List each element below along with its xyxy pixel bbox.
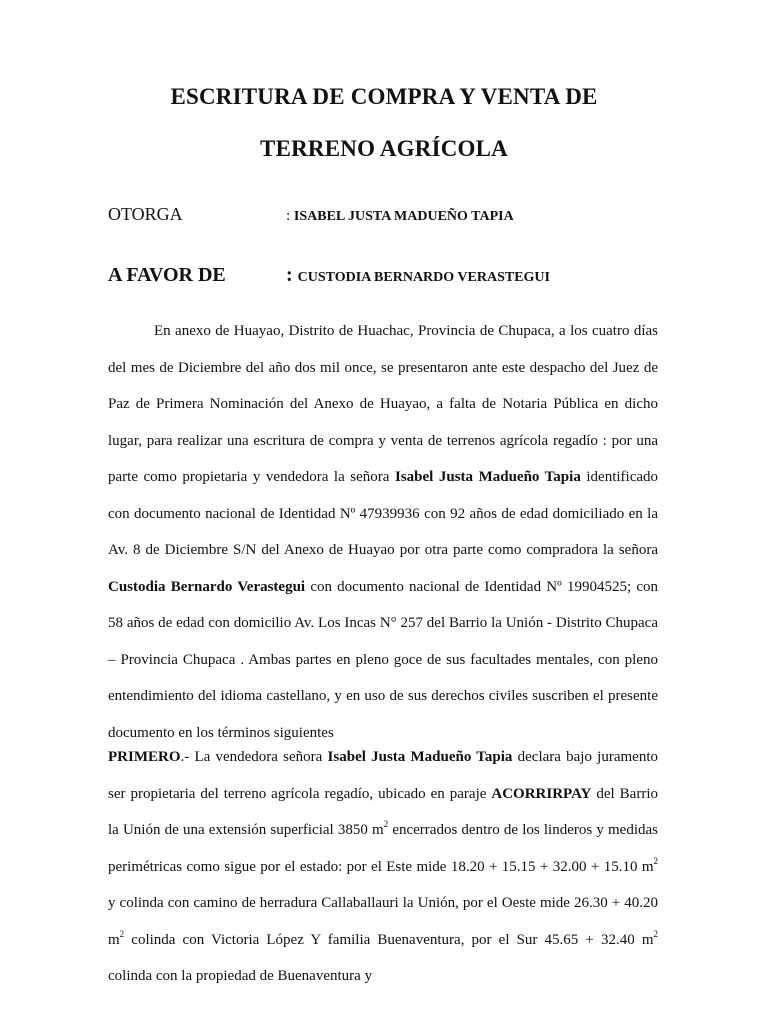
intro-paragraph xyxy=(108,313,658,751)
intro-text-2: identificado con documento nacional de Identidad Nº 47939936 con 92 años de edad domiciliado en la Av. 8 de Diciembre S/N del Anexo de Huayao por otra parte como compradora la señora xyxy=(108,469,659,558)
favor-value: CUSTODIA BERNARDO VERASTEGUI xyxy=(297,270,550,285)
clause-text-4: encerrados dentro de los linderos y medidas perimétricas como sigue por el estado: por el Este mide 18.20 + 15.15 + 32.00 + 15.10 m xyxy=(108,822,658,875)
clause-text-6: colinda con Victoria López Y familia Buenaventura, por el Sur 45.65 + 32.40 m xyxy=(124,931,654,948)
seller-name: Isabel Justa Madueño Tapia xyxy=(394,469,581,485)
buyer-name: Custodia Bernardo Verastegui xyxy=(108,578,306,595)
superscript-4: 2 xyxy=(653,928,658,939)
clause-heading: PRIMERO xyxy=(108,749,181,765)
superscript-1: 2 xyxy=(383,819,389,829)
superscript-2: 2 xyxy=(653,855,658,866)
clause-text-3: del Barrio la Unión de una extensión superficial 3850 m xyxy=(108,785,658,838)
otorga-colon: : xyxy=(286,208,294,224)
favor-label: A FAVOR DE xyxy=(108,264,226,286)
superscript-3: 2 xyxy=(119,928,125,939)
otorga-label: OTORGA xyxy=(108,204,183,224)
document-title-line-2: TERRENO AGRÍCOLA xyxy=(260,136,508,161)
clause-seller-name: Isabel Justa Madueño Tapia xyxy=(327,749,513,765)
place-name: ACORRIRPAY xyxy=(491,785,592,802)
document-title-line-1: ESCRITURA DE COMPRA Y VENTA DE xyxy=(170,84,598,109)
clause-text-1: .- La vendedora señora xyxy=(180,749,328,765)
clause-text-5: y colinda con camino de herradura Callaballauri la Unión, por el Oeste mide 26.30 + 40.20 m xyxy=(108,895,658,948)
favor-row xyxy=(108,264,550,287)
intro-text-1: En anexo de Huayao, Distrito de Huachac, Provincia de Chupaca, a los cuatro días del mes de Diciembre del año dos mil once, se presentaron ante este despacho del Juez de Paz de Primera Nominación del Anexo de Huayao, a falta de Notaria Pública en dicho lugar, para realizar una escritura de compra y venta de terrenos agrícola regadío : por una parte como propietaria y vendedora la señora xyxy=(108,323,658,485)
clause-primero-paragraph xyxy=(108,739,658,995)
clause-text-2: declara bajo juramento ser propietaria del terreno agrícola regadío, ubicado en paraje xyxy=(108,749,658,802)
clause-text-7: colinda con la propiedad de Buenaventura y xyxy=(108,968,373,984)
favor-colon: : xyxy=(286,264,298,286)
intro-text-3: con documento nacional de Identidad Nº 19904525; con 58 años de edad con domicilio Av. Los Incas N° 257 del Barrio la Unión - Distrito Chupaca – Provincia Chupaca . Ambas partes en pleno goce de sus facultades mentales, con pleno entendimiento del idioma castellano, y en uso de sus derechos civiles suscriben el presente documento en los términos siguientes xyxy=(108,578,658,741)
otorga-row xyxy=(108,204,514,225)
otorga-value: ISABEL JUSTA MADUEÑO TAPIA xyxy=(293,209,514,224)
